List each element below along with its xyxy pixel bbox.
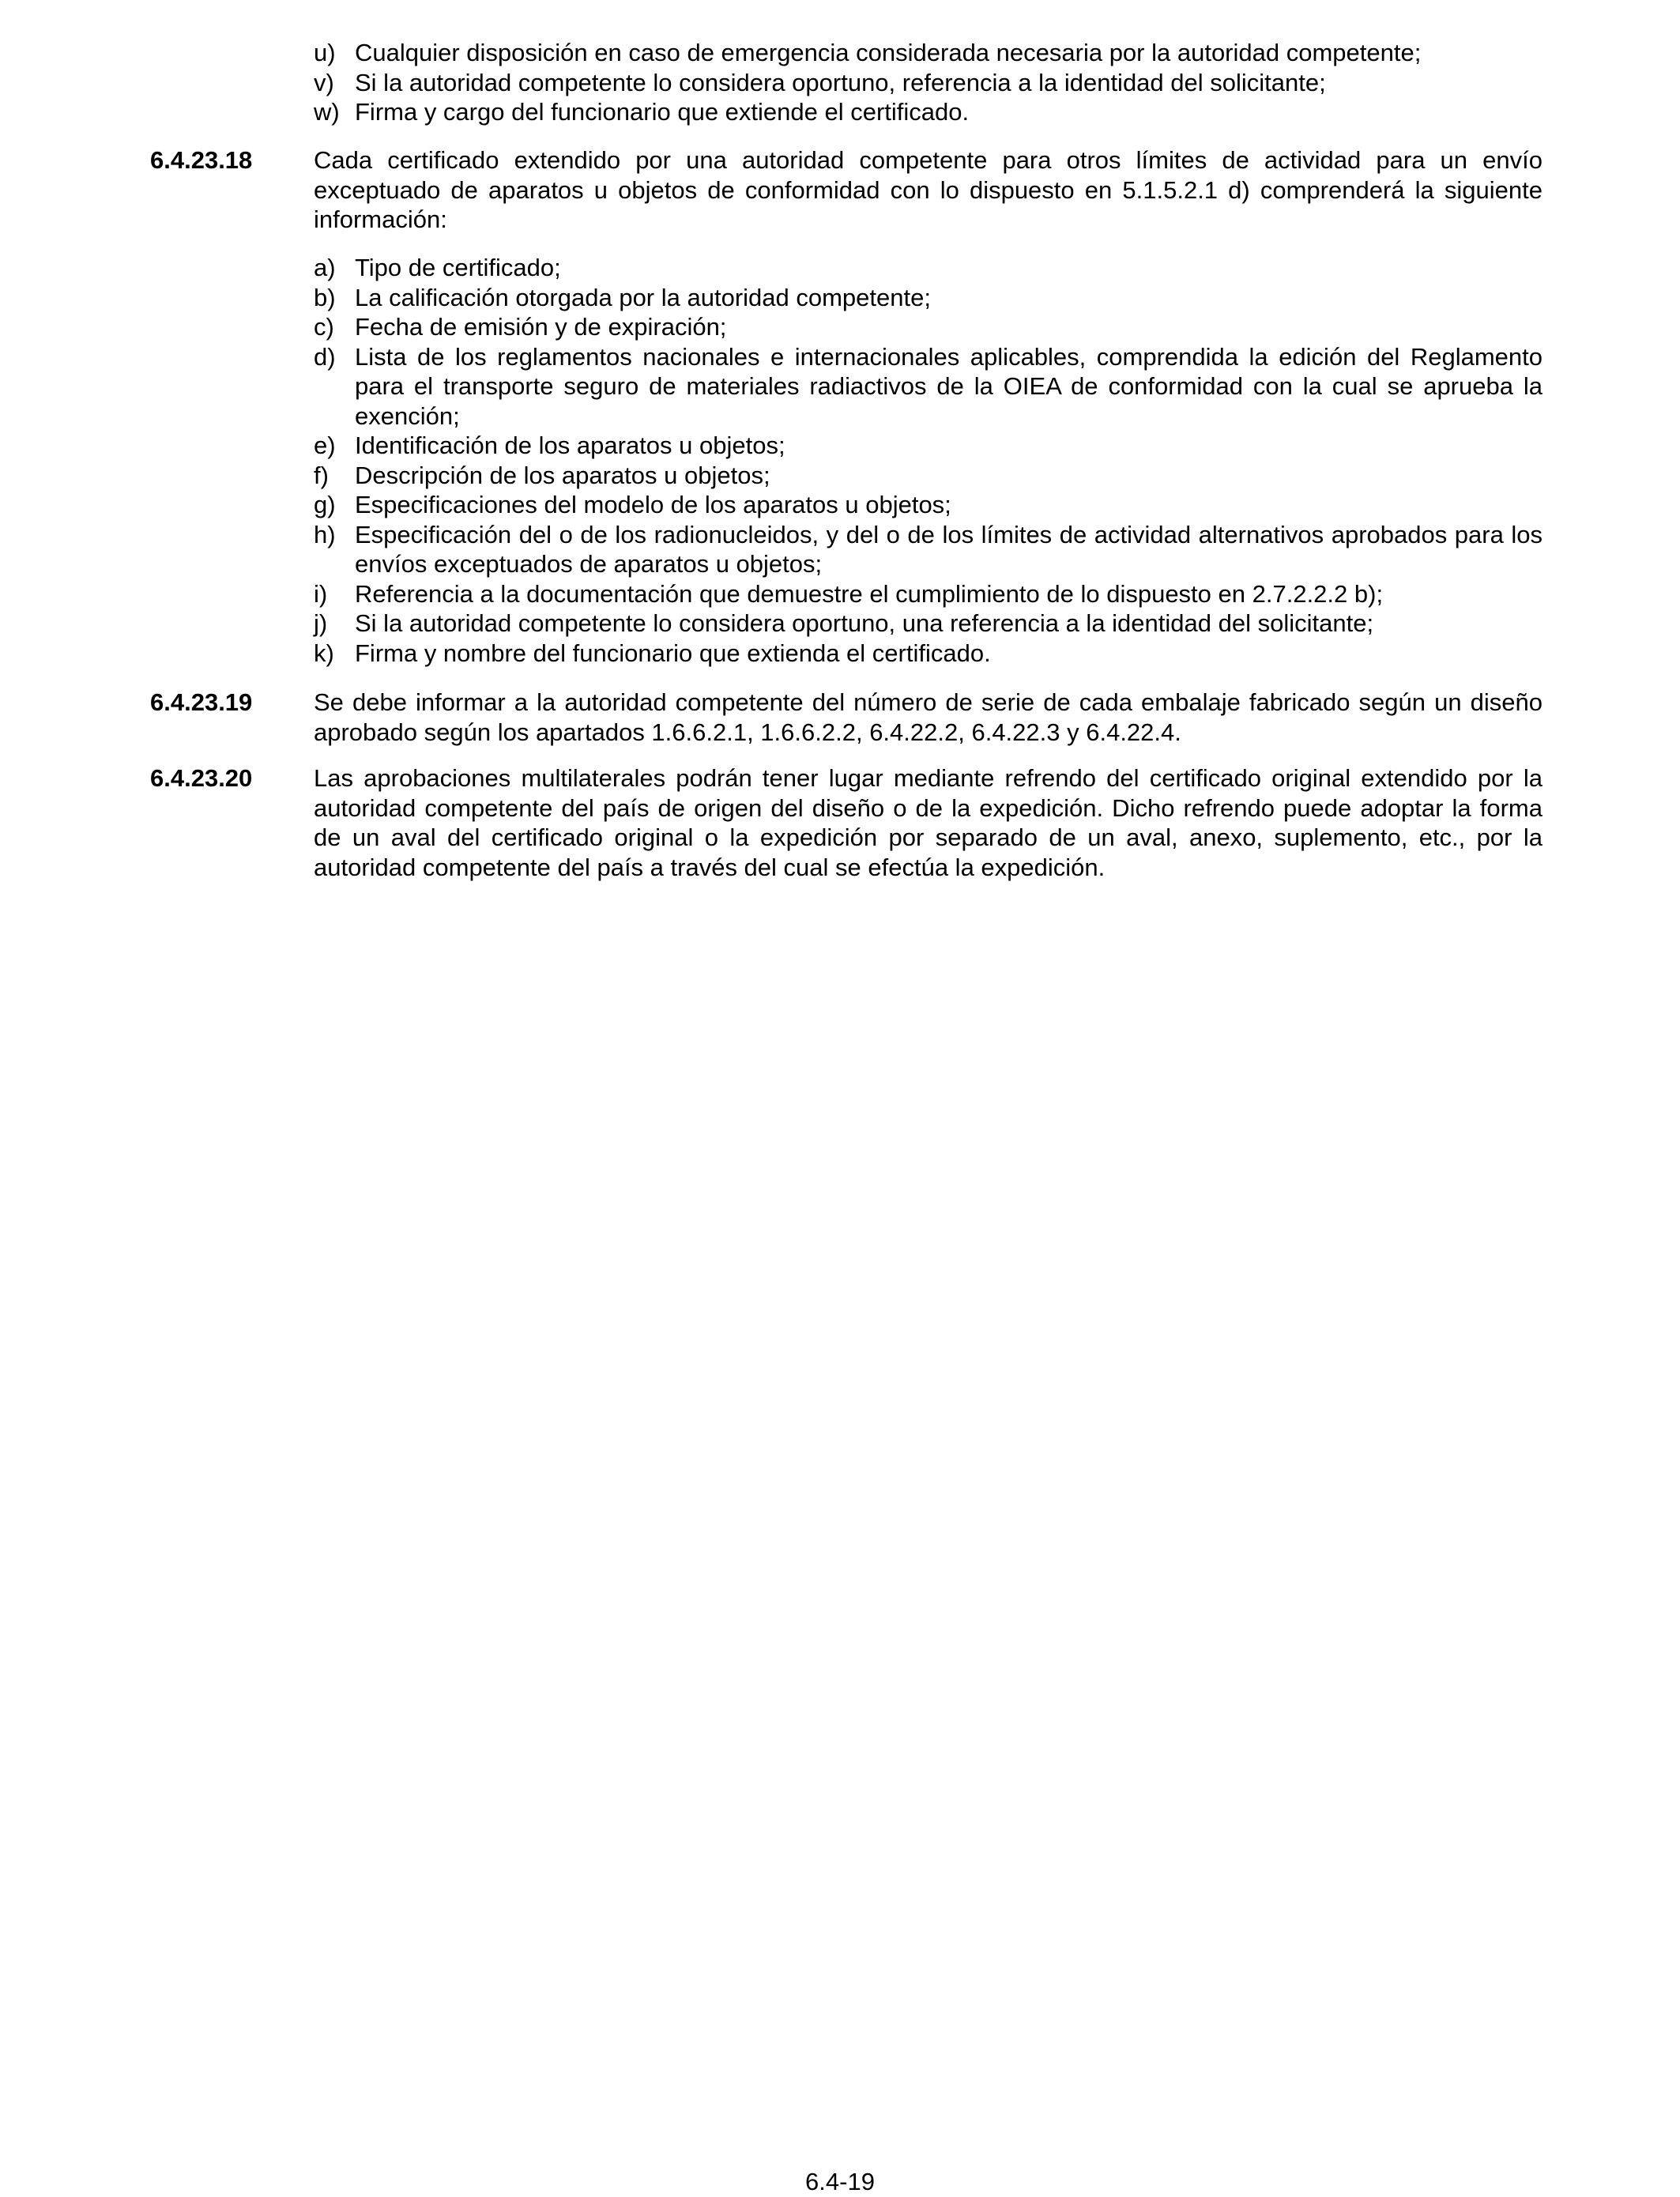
list-item — [314, 520, 1543, 579]
list-item-text: Cualquier disposición en caso de emergencia considerada necesaria por la autoridad competente; — [355, 39, 1422, 66]
list-item — [314, 342, 1543, 431]
list-marker: e) — [314, 431, 336, 459]
list-item — [314, 38, 1543, 68]
list-marker: k) — [314, 639, 334, 667]
list-item — [314, 312, 1543, 342]
page-number: 6.4-19 — [805, 2168, 875, 2195]
list-item-text: Especificación del o de los radionucleidos, y del o de los límites de actividad alternativos aprobados para los envíos exceptuados de aparatos u objetos; — [355, 520, 1543, 578]
list-marker: h) — [314, 520, 336, 548]
list-item-text: Fecha de emisión y de expiración; — [355, 313, 727, 341]
list-item — [314, 579, 1543, 609]
list-item-text: Referencia a la documentación que demuestre el cumplimiento de lo dispuesto en 2.7.2.2.2 b); — [355, 579, 1384, 608]
paragraph-6-4-23-18 — [150, 145, 1543, 235]
list-item — [314, 283, 1543, 313]
list-marker: d) — [314, 342, 336, 371]
list-marker: j) — [314, 609, 328, 637]
paragraph-text: Las aprobaciones multilaterales podrán tener lugar mediante refrendo del certificado original extendido por la autoridad competente del país de origen del diseño o de la expedición. Dicho refrendo puede adoptar la forma de un aval del certificado original o la expedición por separado de un aval, anexo, suplemento, etc., por la autoridad competente del país a través del cual se efectúa la expedición. — [314, 764, 1543, 881]
list-item — [314, 431, 1543, 461]
paragraph-6-4-23-19 — [150, 688, 1543, 747]
list-marker: g) — [314, 491, 336, 518]
list-item-text: Lista de los reglamentos nacionales e internacionales aplicables, comprendida la edición del Reglamento para el transporte seguro de materiales radiactivos de la OIEA de conformidad con la cual se aprueba la exención; — [355, 342, 1543, 430]
list-marker: f) — [314, 461, 329, 489]
list-marker: i) — [314, 579, 328, 608]
list-item — [314, 97, 1543, 127]
paragraph-text: Cada certificado extendido por una autoridad competente para otros límites de actividad para un envío exceptuado de aparatos u objetos de conformidad con lo dispuesto en 5.1.5.2.1 d) comprenderá la siguiente información: — [314, 146, 1543, 233]
list-item-text: Identificación de los aparatos u objetos; — [355, 431, 785, 459]
paragraph-text: Se debe informar a la autoridad competente del número de serie de cada embalaje fabricado según un diseño aprobado según los apartados 1.6.6.2.1, 1.6.6.2.2, 6.4.22.2, 6.4.22.3 y 6.4.22.4. — [314, 688, 1543, 746]
list-item-text: Si la autoridad competente lo considera oportuno, referencia a la identidad del solicitante; — [355, 68, 1326, 96]
list-item — [314, 461, 1543, 491]
list-item — [314, 490, 1543, 520]
list-item-text: Descripción de los aparatos u objetos; — [355, 461, 770, 489]
paragraph-number: 6.4.23.20 — [150, 764, 253, 792]
list-item — [314, 68, 1543, 98]
list-item — [314, 639, 1543, 669]
list-marker: c) — [314, 313, 334, 341]
list-item-text: Especificaciones del modelo de los aparatos u objetos; — [355, 491, 951, 518]
list-item-text: Si la autoridad competente lo considera oportuno, una referencia a la identidad del solicitante; — [355, 609, 1374, 637]
list-item-text: Firma y nombre del funcionario que extienda el certificado. — [355, 639, 991, 667]
requirements-list — [314, 253, 1543, 668]
list-item-text: Tipo de certificado; — [355, 254, 561, 281]
list-marker: w) — [314, 98, 340, 126]
paragraph-number: 6.4.23.18 — [150, 146, 253, 174]
list-marker: u) — [314, 39, 336, 66]
list-marker: v) — [314, 68, 334, 96]
list-item — [314, 253, 1543, 283]
paragraph-number: 6.4.23.19 — [150, 688, 253, 716]
list-item-text: Firma y cargo del funcionario que extiende el certificado. — [355, 98, 970, 126]
list-marker: b) — [314, 283, 336, 311]
paragraph-6-4-23-20 — [150, 763, 1543, 882]
list-item-text: La calificación otorgada por la autoridad competente; — [355, 283, 931, 311]
list-item — [314, 609, 1543, 639]
list-continuation — [314, 38, 1543, 127]
list-marker: a) — [314, 254, 336, 281]
